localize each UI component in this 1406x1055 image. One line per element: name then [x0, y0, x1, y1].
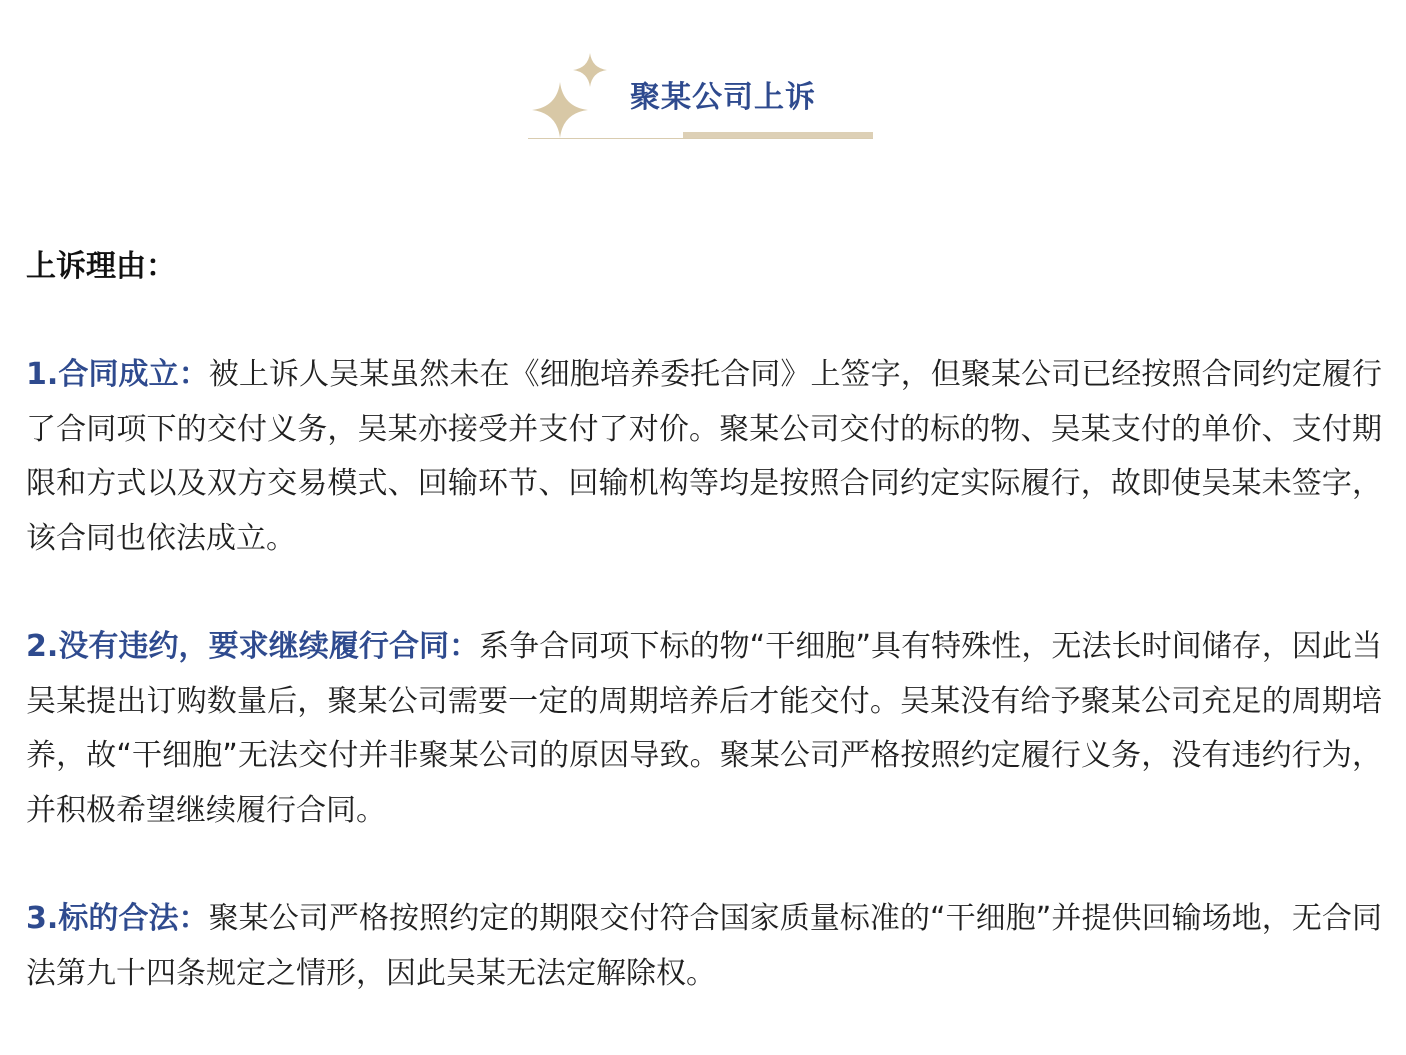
- sparkle-icon: [530, 80, 590, 140]
- appeal-point-2: [26, 620, 1382, 838]
- article-body: [26, 240, 1382, 1055]
- page-title: 聚某公司上诉: [630, 80, 816, 115]
- section-heading: 上诉理由：: [26, 249, 176, 284]
- point-label: 2.没有违约，要求继续履行合同：: [26, 629, 480, 664]
- sparkle-icon: [572, 52, 608, 88]
- header-underline: [683, 132, 873, 138]
- appeal-point-1: [26, 348, 1382, 566]
- point-label: 3.标的合法：: [26, 901, 209, 936]
- point-text: 系争合同项下标的物“干细胞”具有特殊性，无法长时间储存，因此当吴某提出订购数量后，聚某公司需要一定的周期培养后才能交付。吴某没有给予聚某公司充足的周期培养，故“干细胞”无法交付并非聚某公司的原因导致。聚某公司严格按照约定履行义务，没有违约行为，并积极希望继续履行合同。: [26, 629, 1382, 828]
- appeal-point-3: [26, 892, 1382, 1001]
- point-text: 聚某公司严格按照约定的期限交付符合国家质量标准的“干细胞”并提供回输场地，无合同法第九十四条规定之情形，因此吴某无法定解除权。: [26, 901, 1382, 991]
- point-label: 1.合同成立：: [26, 357, 209, 392]
- point-text: 被上诉人吴某虽然未在《细胞培养委托合同》上签字，但聚某公司已经按照合同约定履行了合同项下的交付义务，吴某亦接受并支付了对价。聚某公司交付的标的物、吴某支付的单价、支付期限和方式以及双方交易模式、回输环节、回输机构等均是按照合同约定实际履行，故即使吴某未签字，该合同也依法成立。: [26, 357, 1382, 556]
- header-divider: [528, 138, 873, 139]
- section-header: [528, 48, 878, 148]
